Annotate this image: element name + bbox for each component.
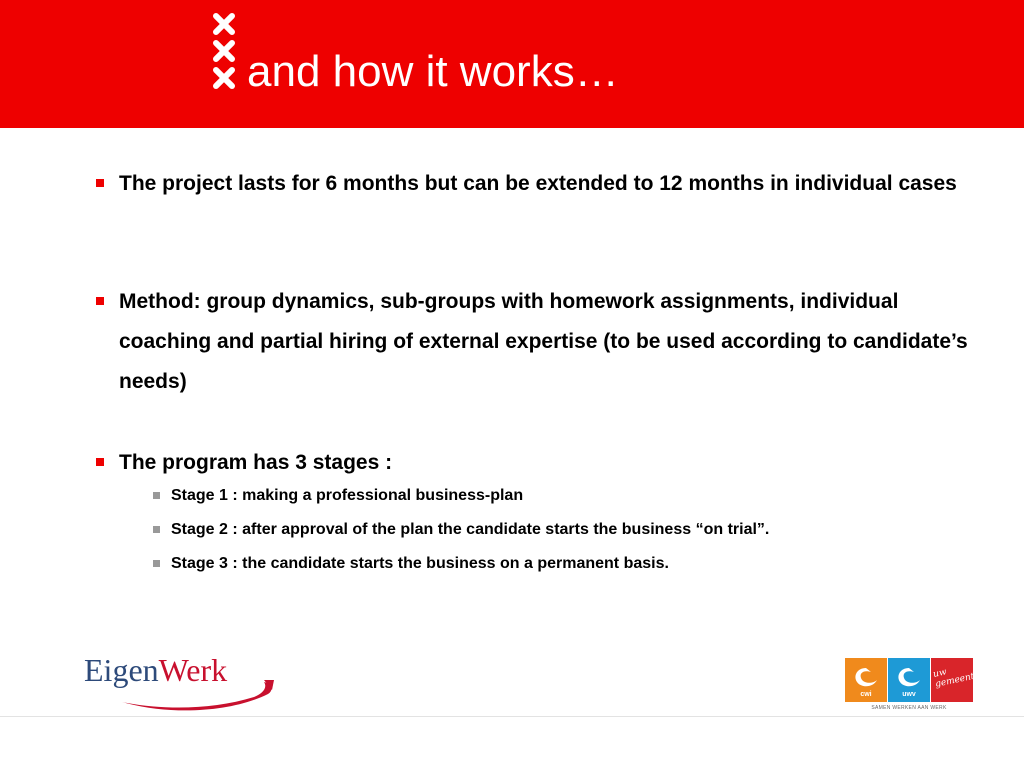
gemeente-logo: uw gemeente	[931, 658, 973, 702]
uwv-swirl-icon	[888, 658, 930, 692]
partner-logos	[845, 658, 981, 716]
eigenwerk-wordmark: EigenWerk	[84, 652, 228, 688]
partner-tagline: SAMEN WERKEN AAN WERK	[871, 705, 947, 711]
stage-text: Stage 3 : the candidate starts the business on a permanent basis.	[171, 555, 669, 572]
sub-bullet-marker-icon	[153, 560, 160, 567]
slide-title: and how it works…	[247, 47, 619, 96]
eigenwerk-logo	[82, 652, 282, 714]
stage-text: Stage 1 : making a professional business-plan	[171, 487, 524, 504]
bullet-marker-icon	[96, 297, 104, 305]
uwv-logo: uwv	[888, 658, 930, 702]
stage-item	[171, 554, 991, 574]
cwi-logo: cwi	[845, 658, 887, 702]
swoosh-icon	[82, 672, 282, 714]
bullet-marker-icon	[96, 179, 104, 187]
bullet-text: The program has 3 stages :	[119, 451, 393, 474]
bullet-item	[119, 443, 989, 483]
bullet-text: The project lasts for 6 months but can be extended to 12 months in individual cases	[119, 172, 957, 195]
stage-item	[171, 520, 991, 540]
cwi-swirl-icon	[845, 658, 887, 692]
bullet-item	[119, 282, 989, 402]
footer-divider	[0, 716, 1024, 717]
bullet-text: Method: group dynamics, sub-groups with homework assignments, individual coaching and partial hiring of external expertise (to be used according to candidate’s needs)	[119, 290, 968, 393]
bullet-item	[119, 164, 989, 204]
stage-text: Stage 2 : after approval of the plan the candidate starts the business “on trial”.	[171, 521, 770, 538]
sub-bullet-marker-icon	[153, 492, 160, 499]
stage-item	[171, 486, 991, 506]
bullet-marker-icon	[96, 458, 104, 466]
sub-bullet-marker-icon	[153, 526, 160, 533]
